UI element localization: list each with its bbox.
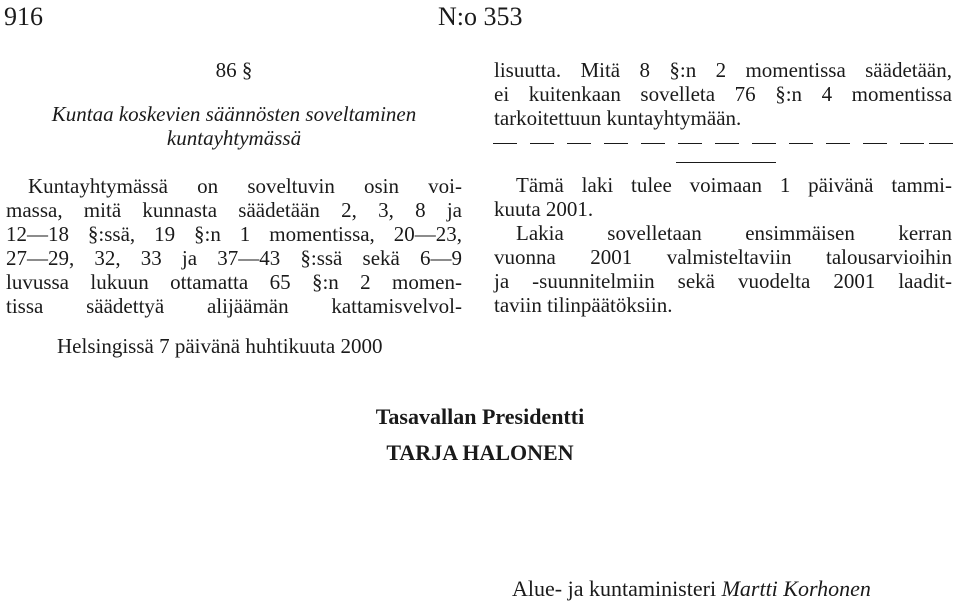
issue-number: N:o 353 (438, 2, 523, 31)
entry-line: kuuta 2001. (494, 197, 594, 221)
body-line: luvussa lukuun ottamatta 65 §:n 2 momen- (6, 270, 462, 294)
entry-line: vuonna 2001 valmisteltaviin talousarvioihin (494, 245, 952, 269)
entry-line: Tämä laki tulee voimaan 1 päivänä tammi- (516, 173, 952, 197)
right-column-continuation (494, 58, 952, 130)
dashed-separator (493, 137, 953, 151)
minister-signature (512, 576, 871, 602)
section-title-line-2: kuntayhtymässä (166, 126, 302, 150)
entry-line: taviin tilinpäätöksiin. (494, 293, 673, 317)
entry-into-force (494, 173, 952, 317)
entry-line: ja -suunnitelmiin sekä vuodelta 2001 laadit- (494, 269, 952, 293)
body-line: 12—18 §:ssä, 19 §:n 1 momentissa, 20—23, (6, 222, 462, 246)
section-rule (676, 162, 776, 163)
president-name: TARJA HALONEN (386, 440, 574, 465)
minister-name: Martti Korhonen (721, 576, 871, 601)
body-line: massa, mitä kunnasta säädetään 2, 3, 8 ja (6, 198, 462, 222)
place-date: Helsingissä 7 päivänä huhtikuuta 2000 (57, 334, 383, 358)
president-title: Tasavallan Presidentti (375, 404, 585, 429)
continuation-line: ei kuitenkaan sovelleta 76 §:n 4 momentissa (494, 82, 952, 106)
minister-title: Alue- ja kuntaministeri (512, 576, 717, 601)
section-number: 86 § (215, 58, 253, 82)
page-number: 916 (4, 2, 43, 31)
section-title-line-1: Kuntaa koskevien säännösten soveltaminen (51, 102, 417, 126)
continuation-line: tarkoitettuun kuntayhtymään. (494, 106, 742, 130)
continuation-line: lisuutta. Mitä 8 §:n 2 momentissa säädetään, (494, 58, 952, 82)
body-line: Kuntayhtymässä on soveltuvin osin voi- (28, 174, 462, 198)
body-line: 27—29, 32, 33 ja 37—43 §:ssä sekä 6—9 (6, 246, 462, 270)
left-column (6, 58, 462, 318)
section-body (6, 174, 462, 318)
body-line: tissa säädettyä alijäämän kattamisvelvol- (6, 294, 462, 318)
entry-line: Lakia sovelletaan ensimmäisen kerran (516, 221, 952, 245)
